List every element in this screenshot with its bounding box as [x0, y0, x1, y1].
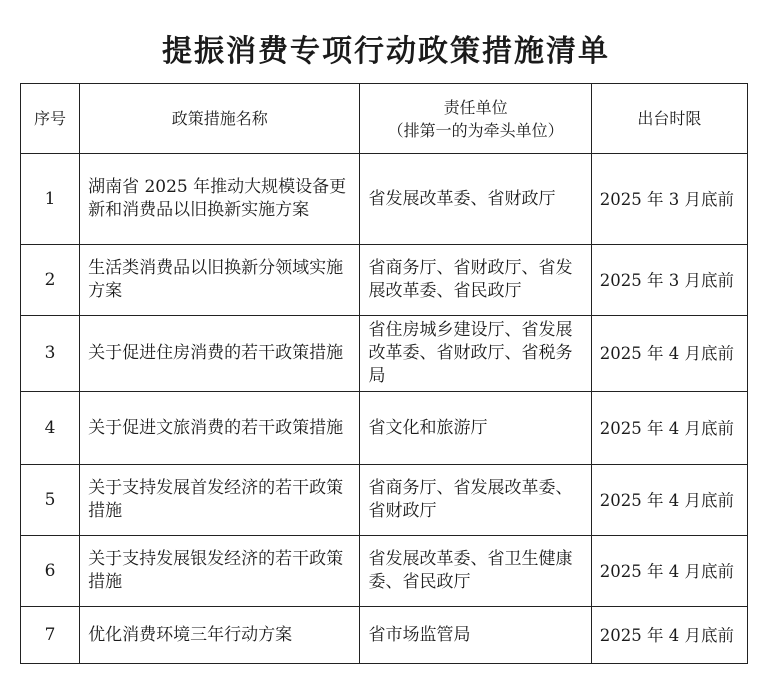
row-name: 关于促进文旅消费的若干政策措施: [80, 392, 360, 465]
row-deadline: 2025 年 4 月底前: [591, 465, 747, 536]
table-row: [21, 536, 748, 607]
row-name: 关于支持发展银发经济的若干政策措施: [80, 536, 360, 607]
row-seq: 3: [21, 316, 80, 392]
row-seq: 4: [21, 392, 80, 465]
table-row: [21, 392, 748, 465]
row-unit: 省市场监管局: [360, 607, 591, 664]
row-seq: 2: [21, 245, 80, 316]
table-row: [21, 316, 748, 392]
page-title: 提振消费专项行动政策措施清单: [162, 34, 610, 69]
row-name: 湖南省 2025 年推动大规模设备更新和消费品以旧换新实施方案: [80, 154, 360, 245]
row-deadline: 2025 年 4 月底前: [591, 607, 747, 664]
table-row: [21, 465, 748, 536]
row-deadline: 2025 年 4 月底前: [591, 316, 747, 392]
table-header-row: [21, 84, 748, 154]
row-name: 关于支持发展首发经济的若干政策措施: [80, 465, 360, 536]
row-deadline: 2025 年 3 月底前: [591, 245, 747, 316]
row-name: 关于促进住房消费的若干政策措施: [80, 316, 360, 392]
row-deadline: 2025 年 4 月底前: [591, 536, 747, 607]
header-name: 政策措施名称: [80, 84, 360, 154]
row-deadline: 2025 年 3 月底前: [591, 154, 747, 245]
row-seq: 6: [21, 536, 80, 607]
table-row: [21, 607, 748, 664]
table-row: [21, 245, 748, 316]
row-seq: 5: [21, 465, 80, 536]
header-unit-line2: （排第一的为牵头单位）: [387, 120, 564, 140]
row-name: 生活类消费品以旧换新分领域实施方案: [80, 245, 360, 316]
header-unit: [360, 84, 591, 154]
row-unit: 省商务厅、省财政厅、省发展改革委、省民政厅: [360, 245, 591, 316]
row-name: 优化消费环境三年行动方案: [80, 607, 360, 664]
row-seq: 1: [21, 154, 80, 245]
header-unit-line1: 责任单位: [443, 97, 508, 117]
row-deadline: 2025 年 4 月底前: [591, 392, 747, 465]
row-unit: 省发展改革委、省财政厅: [360, 154, 591, 245]
row-unit: 省住房城乡建设厅、省发展改革委、省财政厅、省税务局: [360, 316, 591, 392]
table-row: [21, 154, 748, 245]
row-unit: 省发展改革委、省卫生健康委、省民政厅: [360, 536, 591, 607]
header-deadline: 出台时限: [591, 84, 747, 154]
row-seq: 7: [21, 607, 80, 664]
row-unit: 省商务厅、省发展改革委、省财政厅: [360, 465, 591, 536]
policy-table: [20, 83, 748, 664]
header-seq: 序号: [21, 84, 80, 154]
row-unit: 省文化和旅游厅: [360, 392, 591, 465]
